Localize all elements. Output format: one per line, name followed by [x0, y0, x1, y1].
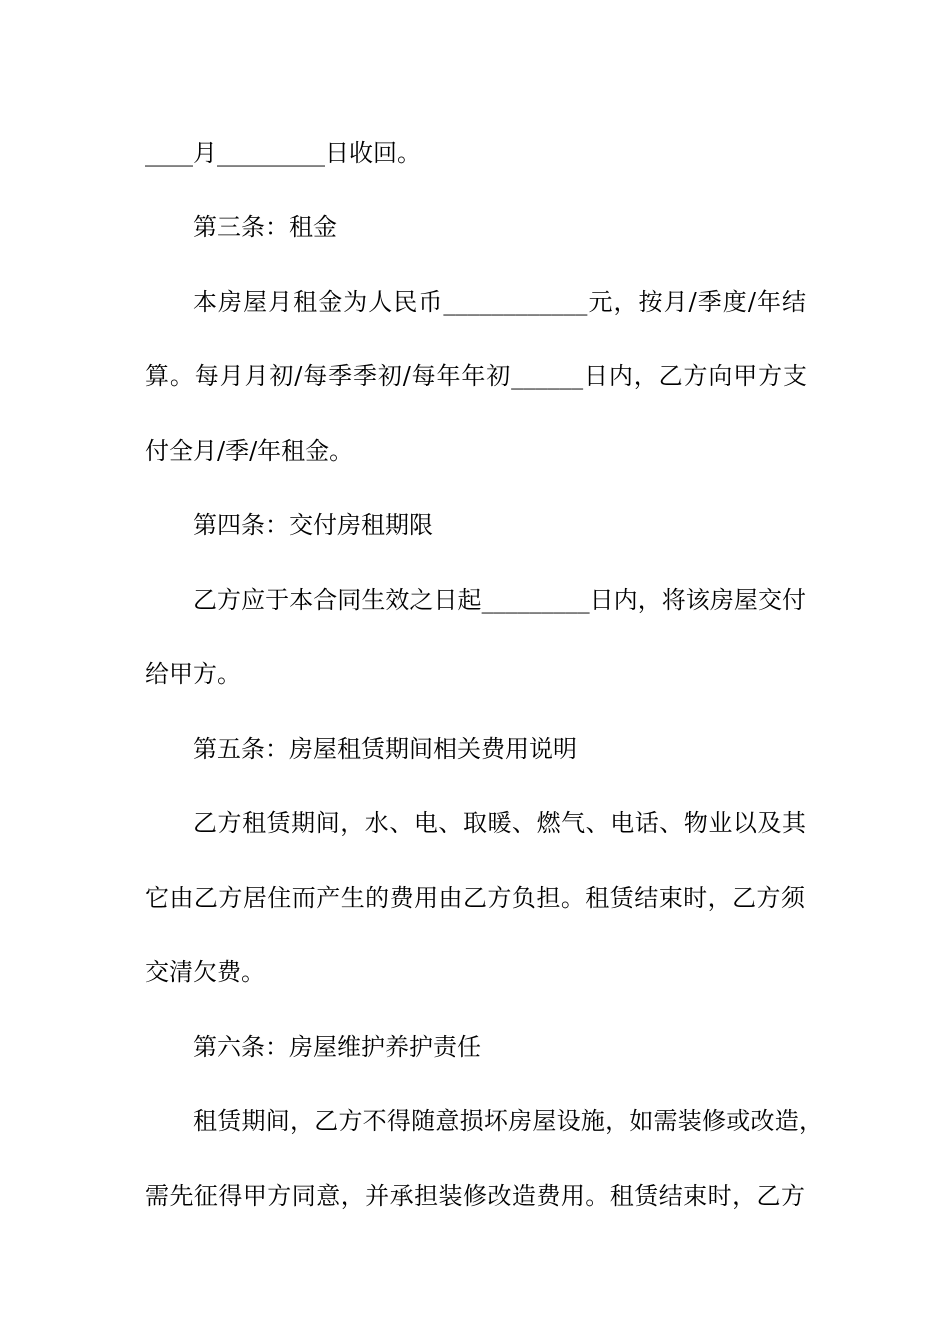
text-line: 本房屋月租金为人民币____________元，按月/季度/年结 [193, 288, 806, 316]
text-line: 算。每月月初/每季季初/每年年初______日内，乙方向甲方支 [145, 362, 807, 390]
text-line: 它由乙方居住而产生的费用由乙方负担。租赁结束时，乙方须 [145, 884, 805, 912]
text-line: 交清欠费。 [145, 958, 265, 986]
text-line: 租赁期间，乙方不得随意损坏房屋设施，如需装修或改造， [193, 1107, 823, 1135]
section-heading: 第三条：租金 [193, 213, 337, 241]
text-line: ____月_________日收回。 [145, 139, 421, 167]
section-heading: 第四条：交付房租期限 [193, 511, 433, 539]
section-heading: 第六条：房屋维护养护责任 [193, 1033, 481, 1061]
text-line: 给甲方。 [145, 660, 241, 688]
text-line: 乙方应于本合同生效之日起_________日内，将该房屋交付 [193, 586, 806, 614]
text-line: 乙方租赁期间，水、电、取暖、燃气、电话、物业以及其 [193, 809, 806, 837]
section-heading: 第五条：房屋租赁期间相关费用说明 [193, 735, 577, 763]
text-line: 需先征得甲方同意，并承担装修改造费用。租赁结束时，乙方 [145, 1182, 805, 1210]
text-line: 付全月/季/年租金。 [145, 437, 354, 465]
